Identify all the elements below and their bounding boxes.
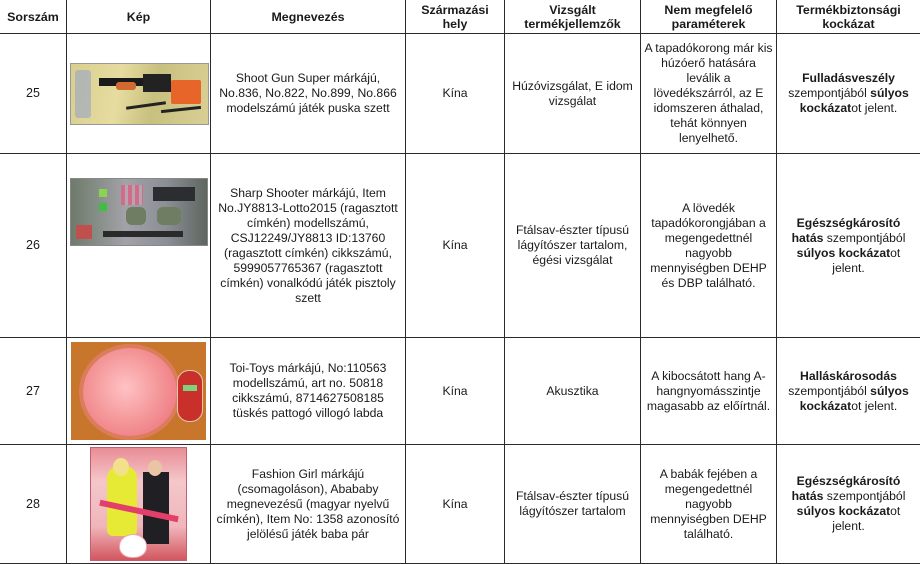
risk-severity: súlyos kockázat	[797, 246, 890, 260]
row-risk	[777, 338, 920, 445]
header-nonconforming-line1: Nem megfelelő	[664, 3, 752, 17]
risk-suffix: ot jelent.	[832, 246, 900, 275]
row-tested: Akusztika	[505, 338, 641, 445]
row-tested: Ftálsav-észter típusú lágyítószer tartalom	[505, 445, 641, 564]
spiky-ball-photo-icon	[71, 342, 206, 440]
header-risk-line1: Termékbiztonsági	[796, 3, 900, 17]
header-tested	[505, 0, 641, 34]
risk-severity: súlyos kockázat	[800, 384, 909, 413]
row-name: Fashion Girl márkájú (csomagoláson), Abababy megnevezésű (magyar nyelvű címkén), Item No: 1358 azonosító jelölésű játék baba pár	[211, 445, 406, 564]
risk-type: Egészségkárosító hatás	[792, 474, 901, 503]
row-origin: Kína	[406, 338, 505, 445]
header-tested-line1: Vizsgált	[549, 3, 596, 17]
header-tested-line2: termékjellemzők	[524, 17, 620, 31]
table-row	[0, 445, 920, 564]
row-origin: Kína	[406, 154, 505, 338]
header-origin-line1: Származási	[421, 3, 489, 17]
risk-suffix: ot jelent.	[832, 504, 900, 533]
header-nonconforming	[641, 0, 777, 34]
risk-text: szempontjából	[788, 86, 870, 100]
header-origin	[406, 0, 505, 34]
risk-type: Halláskárosodás	[800, 369, 897, 383]
row-origin: Kína	[406, 445, 505, 564]
row-nonconforming: A kibocsátott hang A-hangnyomásszintje magasabb az előírtnál.	[641, 338, 777, 445]
row-number: 27	[0, 338, 67, 445]
risk-text: szempontjából	[823, 489, 905, 503]
row-nonconforming: A lövedék tapadókorongjában a megengedettnél nagyobb mennyiségben DEHP és DBP található.	[641, 154, 777, 338]
header-image: Kép	[67, 0, 211, 34]
risk-text: szempontjából	[788, 384, 870, 398]
row-origin: Kína	[406, 34, 505, 154]
row-image-cell	[67, 34, 211, 154]
row-image-cell	[67, 445, 211, 564]
risk-suffix: ot jelent.	[851, 399, 897, 413]
table-row	[0, 34, 920, 154]
risk-severity: súlyos kockázat	[800, 86, 909, 115]
risk-type: Egészségkárosító hatás	[792, 216, 901, 245]
row-nonconforming: A babák fejében a megengedettnél nagyobb mennyiségben DEHP található.	[641, 445, 777, 564]
header-nonconforming-line2: paraméterek	[672, 17, 746, 31]
row-risk	[777, 34, 920, 154]
header-row	[0, 0, 920, 34]
risk-severity: súlyos kockázat	[797, 504, 890, 518]
risk-suffix: ot jelent.	[851, 101, 897, 115]
header-name: Megnevezés	[211, 0, 406, 34]
row-number: 26	[0, 154, 67, 338]
header-risk	[777, 0, 920, 34]
table-row	[0, 154, 920, 338]
header-risk-line2: kockázat	[822, 17, 874, 31]
row-risk	[777, 445, 920, 564]
row-number: 28	[0, 445, 67, 564]
header-origin-line2: hely	[443, 17, 468, 31]
table-row	[0, 338, 920, 445]
row-risk	[777, 154, 920, 338]
row-nonconforming: A tapadókorong már kis húzóerő hatására leválik a lövedékszárról, az E idomszeren áthalad, tehát könnyen lenyelhető.	[641, 34, 777, 154]
row-image-cell	[67, 154, 211, 338]
row-tested: Ftálsav-észter típusú lágyítószer tartalom, égési vizsgálat	[505, 154, 641, 338]
row-name: Toi-Toys márkájú, No:110563 modellszámú, art no. 50818 cikkszámú, 8714627508185 tüskés pattogó villogó labda	[211, 338, 406, 445]
toy-pistol-set-photo-icon	[70, 178, 208, 246]
row-number: 25	[0, 34, 67, 154]
row-name: Sharp Shooter márkájú, Item No.JY8813-Lotto2015 (ragasztott címkén) modellszámú, CSJ12249/JY8813 ID:13760 (ragasztott címkén) cikkszámú, 5999057765367 (ragasztott címkén) vonalkódú játék pisztoly szett	[211, 154, 406, 338]
risk-text: szempontjából	[823, 231, 905, 245]
header-number: Sorszám	[0, 0, 67, 34]
toy-gun-set-photo-icon	[70, 63, 209, 125]
row-image-cell	[67, 338, 211, 445]
risk-type: Fulladásveszély	[802, 71, 895, 85]
row-tested: Húzóvizsgálat, E idom vizsgálat	[505, 34, 641, 154]
row-name: Shoot Gun Super márkájú, No.836, No.822, No.899, No.866 modelszámú játék puska szett	[211, 34, 406, 154]
